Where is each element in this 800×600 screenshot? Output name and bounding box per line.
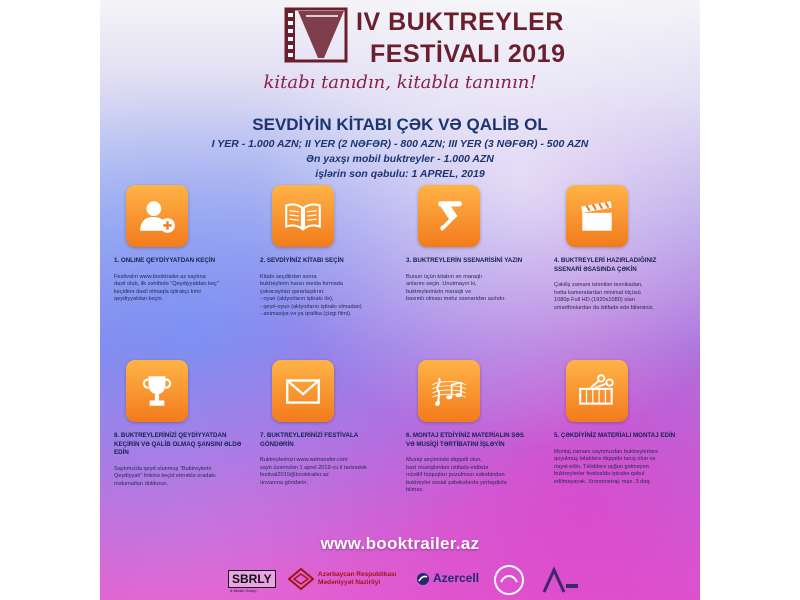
step-card	[554, 185, 682, 312]
step-body	[406, 274, 534, 304]
step-title: 3. BUKTREYLERİN SSENARİSİNİ YAZIN	[406, 257, 523, 264]
step-title: 8. BUKTREYLERİNİZİ QEYDİYYATDAN KEÇİRİN VƏ QALİB OLMAQ ŞANSINI ƏLDƏ EDİN	[114, 432, 242, 456]
step-text-line: smartfonlardan da istifadə edə bilərsiniz.	[554, 304, 655, 311]
step-card	[260, 360, 388, 487]
step-title: 1. ONLINE QEYDİYYATDAN KEÇİN	[114, 257, 216, 264]
step-text-line: Montaj zamanı saytımızdan buktreylerlərə	[554, 448, 658, 455]
azercell-logo-icon	[416, 572, 430, 586]
open-book-icon	[272, 185, 334, 247]
step-body	[114, 274, 242, 304]
step-text-line: anlarını seçin. Unutmayın ki,	[406, 281, 477, 288]
step-title: 6. MONTAJ ETDİYİNİZ MATERİALIN SƏS VƏ MUSİQİ TƏRTİBATINI İŞLƏYİN	[406, 432, 525, 448]
step-text-line: - animasiya və ya qrafika (çizgi filmi).	[260, 311, 352, 318]
step-text-line: ünvanına göndərin.	[260, 479, 308, 486]
step-text-line: Festivalın www.booktrailer.az saytına	[114, 273, 206, 280]
step-text-line: festival2019@booktrailer.az	[260, 472, 329, 479]
step-card	[260, 185, 388, 319]
sbrly-logo: SBRLY	[228, 570, 276, 588]
step-text-line: Musiqi seçimində diqqətli olun,	[406, 457, 482, 463]
ministry-name	[318, 571, 396, 587]
step-card	[114, 360, 242, 488]
step-text-line: Bunun üçün kitabın ən maraqlı	[406, 273, 482, 280]
festival-title-line1: IV BUKTREYLER	[356, 8, 564, 36]
festival-emblem-icon	[493, 564, 525, 596]
step-title: 5. ÇƏKDİYİNİZ MATERİALI MONTAJ EDİN	[554, 432, 676, 439]
step-text-line: bəzi musiqilərdən istifadə etdikdə	[406, 464, 489, 471]
scroll-icon	[418, 185, 480, 247]
step-text-line: buktreylerlər festivalda iştirakə qəbul	[554, 471, 645, 478]
slogan: kitabı tanıdın, kitabla tanının!	[263, 72, 537, 93]
step-text-line: saytı üzərindən 1 aprel 2019-cu il tarixədək	[260, 464, 367, 471]
step-card	[406, 185, 534, 304]
sponsor-logos	[100, 562, 700, 598]
step-title: 4. BUKTREYLERİ HAZIRLADIĞINIZ SSENARİ ƏSASINDA ÇƏKİN	[554, 257, 657, 273]
festival-poster	[100, 0, 700, 600]
trophy-icon	[126, 360, 188, 422]
step-card	[554, 360, 682, 486]
step-body	[114, 466, 242, 489]
step-text-line: buktreyler sosial şəbəkələrdə yerləşdirilə	[406, 479, 507, 486]
step-body	[554, 449, 682, 487]
film-strip-logo-icon	[284, 6, 348, 64]
step-text-line: daxil olub, ilk səhifədə "Qeydiyyatdan keç"	[114, 281, 219, 288]
step-card	[114, 185, 242, 304]
prize-line: Ən yaxşı mobil buktreyler - 1.000 AZN	[306, 153, 494, 165]
step-body	[406, 457, 534, 495]
film-scissors-icon	[566, 360, 628, 422]
deadline-line: işlərin son qəbulu: 1 APREL, 2019	[315, 168, 485, 180]
step-text-line: məlumatları doldurun.	[114, 480, 169, 487]
partner-logo-icon	[540, 566, 580, 594]
azercell-logo-text: Azercell	[433, 571, 480, 585]
step-text-line: riayət edin. Tələblərə uyğun gəlməyən	[554, 463, 649, 470]
step-text-line: çəkəcəyinizi qərarlaşdırın:	[260, 288, 325, 295]
add-user-icon	[126, 185, 188, 247]
step-text-line: Kitabı seçdikdən sonra	[260, 273, 317, 280]
ministry-name-line: Mədəniyyət Nazirliyi	[318, 579, 381, 586]
step-text-line: buktreylerin hansı media formada	[260, 281, 344, 288]
website-url[interactable]: www.booktrailer.az	[320, 534, 480, 553]
step-text-line: 1080p Full HD (1920x1080) olan	[554, 297, 635, 304]
step-text-line: edilməyəcək. Xronometraj: max. 3 dəq.	[554, 478, 652, 485]
step-text-line: Qeydiyyatı" linkinə keçid etməklə oradakı	[114, 473, 216, 480]
step-text-line: Saytımızda qeyd olunmuş "Buktreylerin	[114, 465, 212, 472]
festival-title-line2: FESTİVALI 2019	[370, 40, 566, 68]
step-body	[554, 282, 682, 312]
step-text-line: - qeyri-oyun (aktyorların iştirakı olmadan)	[260, 303, 362, 310]
step-text-line: bilməz.	[406, 487, 424, 494]
ministry-emblem-icon	[288, 568, 314, 590]
step-text-line: keçidinə daxil olmaqla iştirakçı kimi	[114, 288, 201, 295]
headline: SEVDİYİN KİTABI ÇƏK VƏ QALİB OL	[252, 115, 548, 134]
step-text-line: qoyulmuş tələblərə diqqətlə tanış olun və	[554, 456, 656, 463]
step-text-line: hətta kameralardan minimal ölçüsü	[554, 289, 641, 296]
music-notes-icon	[418, 360, 480, 422]
step-text-line: qeydiyyatdan keçin.	[114, 296, 164, 303]
step-body	[260, 274, 388, 320]
envelope-icon	[272, 360, 334, 422]
step-text-line: Buktreylerinizi www.wetransfer.com	[260, 457, 348, 463]
clapperboard-icon	[566, 185, 628, 247]
step-card	[406, 360, 534, 495]
step-title: 2. SEVDİYİNİZ KİTABI SEÇİN	[260, 257, 344, 264]
ministry-name-line: Azərbaycan Respublikası	[318, 571, 397, 578]
step-text-line: Çəkiliş zamanı istənilən texnikadan,	[554, 282, 643, 288]
step-text-line: baxımlı olması məhz ssenaridən asılıdır.	[406, 296, 506, 303]
step-text-line: buktreylerinizin maraqlı və	[406, 288, 471, 295]
step-title: 7. BUKTREYLERİNİZİ FESTİVALA GÖNDƏRİN	[260, 432, 358, 448]
step-body	[260, 457, 388, 487]
sbrly-subtitle: & Music Group	[230, 588, 257, 593]
step-text-line: müəllif hüquqları pozulması səbəbindən	[406, 472, 505, 479]
prize-line: I YER - 1.000 AZN; II YER (2 NƏFƏR) - 800 AZN; III YER (3 NƏFƏR) - 500 AZN	[211, 138, 589, 150]
step-text-line: - oyun (aktyorların iştirakı ilə),	[260, 296, 334, 303]
